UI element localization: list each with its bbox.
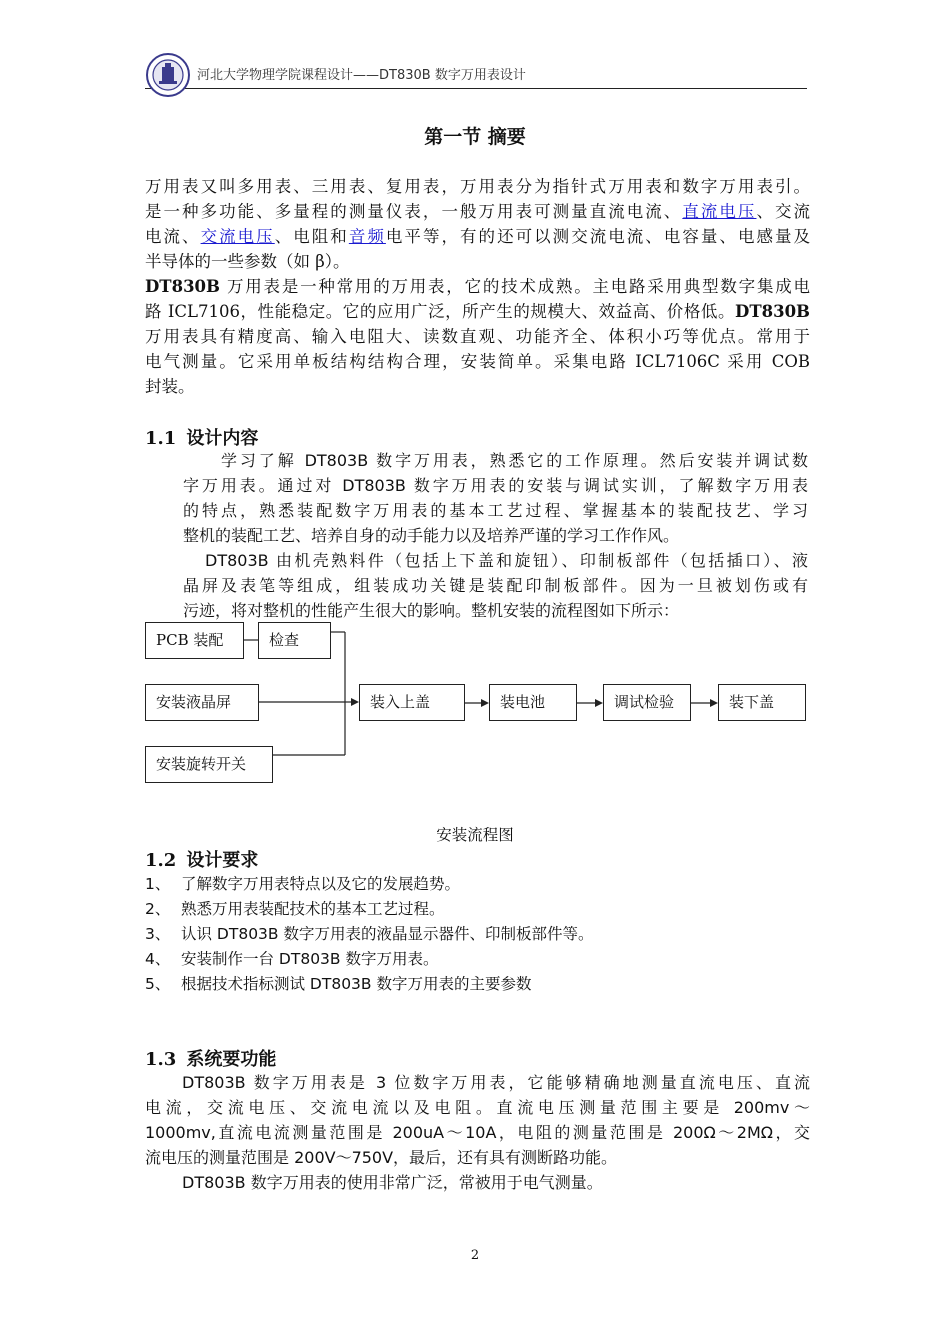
dc-voltage-link[interactable]: 直流电压 <box>682 202 757 221</box>
flow-box-check: 检查 <box>258 622 331 659</box>
page-number: 2 <box>470 1248 480 1263</box>
flowchart-caption: 安装流程图 <box>436 826 514 844</box>
flow-box-top-cover: 装入上盖 <box>359 684 465 721</box>
text-line: 万用表又叫多用表、三用表、复用表，万用表分为指针式万用表和数字万用表引。 <box>145 177 810 196</box>
ac-voltage-link[interactable]: 交流电压 <box>200 227 275 246</box>
text-line: 字万用表。通过对 DT803B 数字万用表的安装与调试实训，了解数字万用表 <box>183 476 808 495</box>
text-line: DT803B 由机壳熟料件（包括上下盖和旋钮）、印制板部件（包括插口）、液 <box>205 551 808 570</box>
audio-link[interactable]: 音频 <box>348 227 386 246</box>
flow-box-battery: 装电池 <box>489 684 577 721</box>
text-line: 晶屏及表笔等组成，组装成功关键是装配印制板部件。因为一旦被划伤或有 <box>183 576 808 595</box>
text-line: 万用表具有精度高、输入电阻大、读数直观、功能齐全、体积小巧等优点。常用于 <box>145 327 810 346</box>
arrow-head <box>481 699 489 707</box>
section-heading-1-1: 1.1 设计内容 <box>145 428 259 449</box>
system-function-paragraph-1 <box>145 1070 810 1170</box>
flow-box-bottom-cover: 装下盖 <box>718 684 806 721</box>
text-line: 电气测量。它采用单板结构结构合理，安装简单。采集电路 ICL7106C 采用 COB <box>145 352 810 371</box>
section-heading-1-2: 1.2 设计要求 <box>145 850 259 871</box>
text-line: 电流，交流电压、交流电流以及电阻。直流电压测量范围主要是 200mv～ <box>145 1098 810 1117</box>
list-item: 5、 根据技术指标测试 DT803B 数字万用表的主要参数 <box>145 975 532 993</box>
section-heading-1-3: 1.3 系统要功能 <box>145 1049 277 1070</box>
arrow-head <box>351 698 359 706</box>
flow-box-pcb: PCB 装配 <box>145 622 244 659</box>
text-line: 是一种多功能、多量程的测量仪表，一般万用表可测量直流电流、直流电压、交流 <box>145 202 810 221</box>
text-line: 封装。 <box>145 377 195 396</box>
flow-box-switch: 安装旋转开关 <box>145 746 273 783</box>
text-line: DT830B 万用表是一种常用的万用表，它的技术成熟。主电路采用典型数字集成电 <box>145 277 810 296</box>
text-line: 半导体的一些参数（如 β）。 <box>145 252 350 271</box>
page-title: 第一节 摘要 <box>424 126 526 148</box>
text-line: 1000mv,直流电流测量范围是 200uA～10A，电阻的测量范围是 200Ω～2MΩ，交 <box>145 1123 810 1142</box>
list-item: 2、 熟悉万用表装配技术的基本工艺过程。 <box>145 900 445 918</box>
flow-box-debug: 调试检验 <box>603 684 691 721</box>
text-line: DT803B 数字万用表是 3 位数字万用表，它能够精确地测量直流电压、直流 <box>182 1073 810 1092</box>
system-function-paragraph-2 <box>145 1170 810 1195</box>
list-item: 4、 安装制作一台 DT803B 数字万用表。 <box>145 950 439 968</box>
header-title: 河北大学物理学院课程设计——DT830B 数字万用表设计 <box>197 68 526 83</box>
text-line: 整机的装配工艺、培养自身的动手能力以及培养严谨的学习工作作风。 <box>183 526 680 545</box>
text-line: 电流、交流电压、电阻和音频电平等，有的还可以测交流电流、电容量、电感量及 <box>145 227 810 246</box>
list-item: 1、 了解数字万用表特点以及它的发展趋势。 <box>145 875 461 893</box>
text-line: 污迹，将对整机的性能产生很大的影响。整机安装的流程图如下所示： <box>183 601 680 620</box>
flow-box-lcd: 安装液晶屏 <box>145 684 259 721</box>
text-line: 的特点，熟悉装配数字万用表的基本工艺过程、掌握基本的装配技艺、学习 <box>183 501 808 520</box>
text-line: 学习了解 DT803B 数字万用表，熟悉它的工作原理。然后安装并调试数 <box>221 451 808 470</box>
arrow-head <box>595 699 603 707</box>
list-item: 3、 认识 DT803B 数字万用表的液晶显示器件、印制板部件等。 <box>145 925 594 943</box>
text-line: 流电压的测量范围是 200V～750V，最后，还有具有测断路功能。 <box>145 1148 618 1167</box>
text-line: 路 ICL7106，性能稳定。它的应用广泛，所产生的规模大、效益高、价格低。DT830B <box>145 302 810 321</box>
arrow-head <box>710 699 718 707</box>
text-line: DT803B 数字万用表的使用非常广泛，常被用于电气测量。 <box>182 1173 603 1192</box>
requirements-list <box>145 872 805 997</box>
